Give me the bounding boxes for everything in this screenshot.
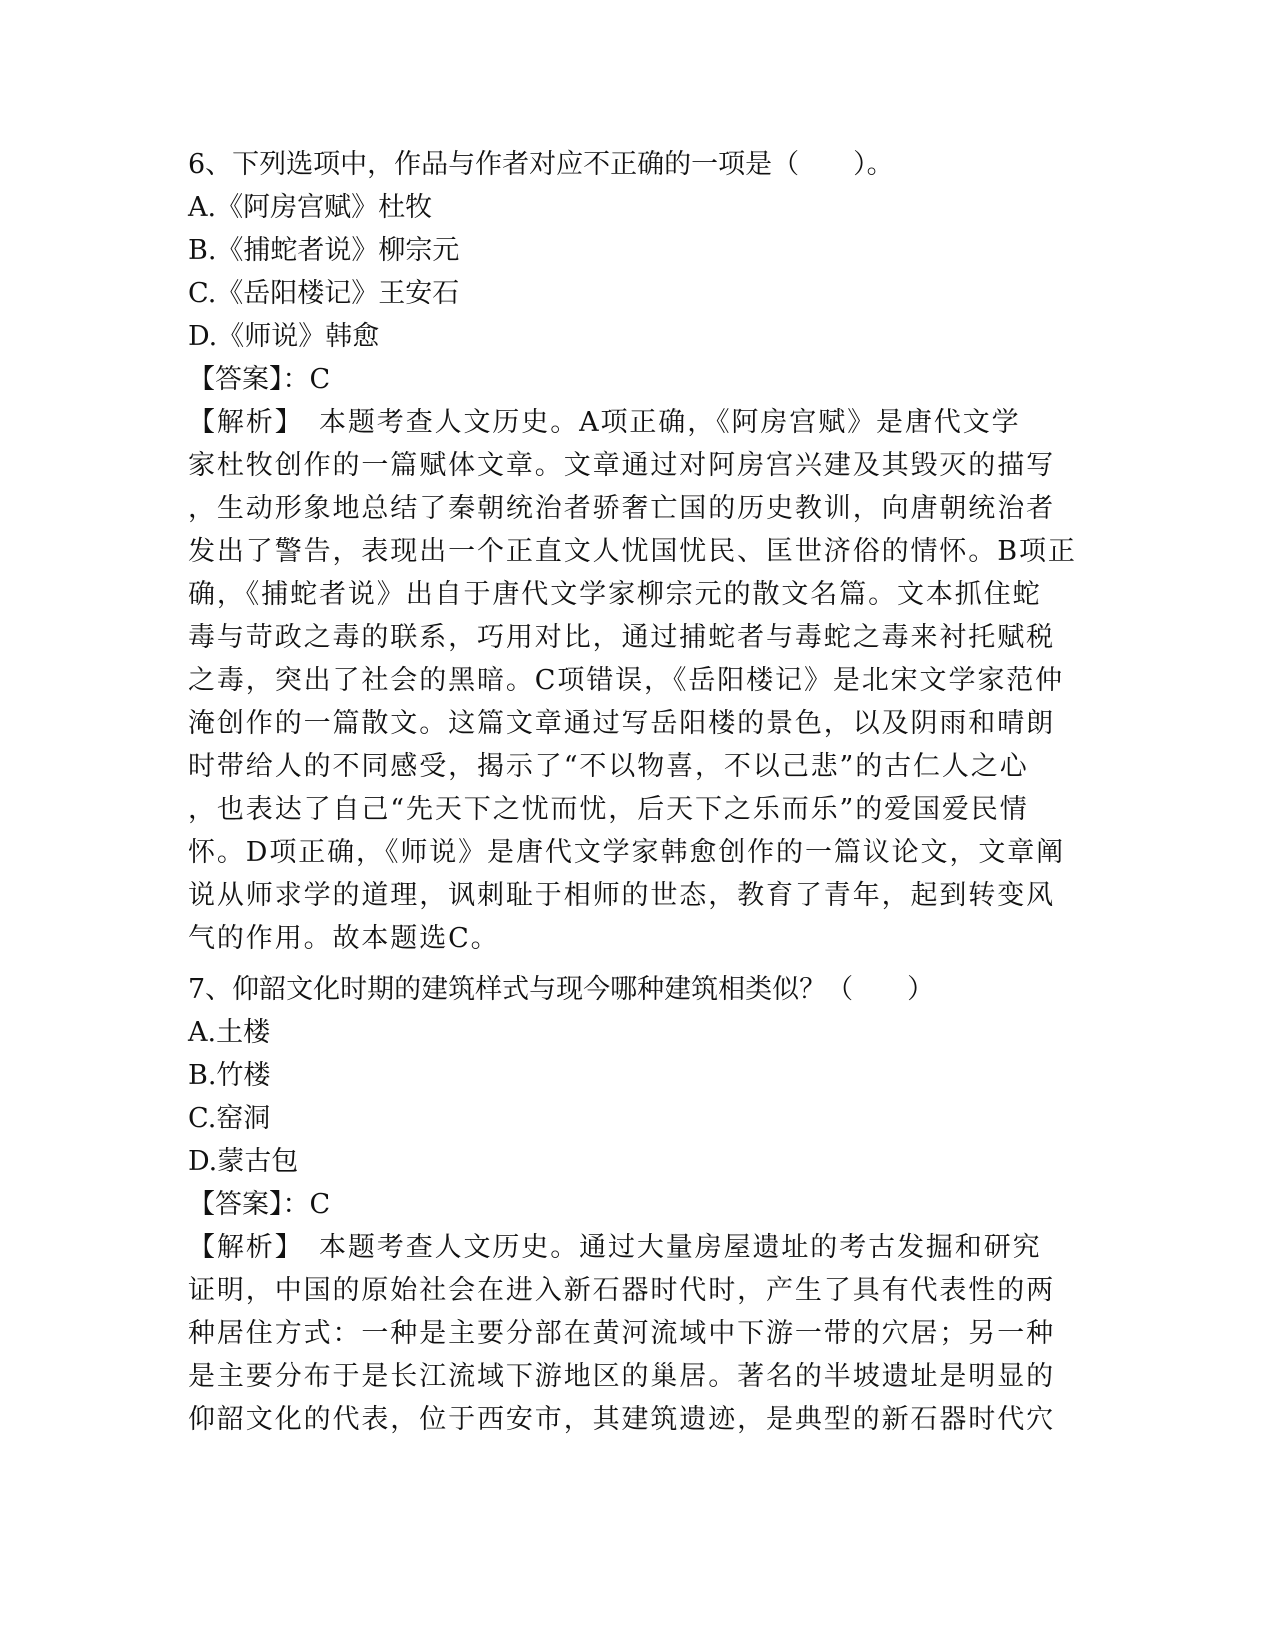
analysis-line: 【解析】 本题考查人文历史。A项正确，《阿房宫赋》是唐代文学 bbox=[188, 407, 1021, 438]
analysis-line: 证明，中国的原始社会在进入新石器时代时，产生了具有代表性的两 bbox=[188, 1275, 1055, 1306]
analysis-line: 气的作用。故本题选C。 bbox=[188, 923, 500, 954]
analysis-line: 发出了警告，表现出一个正直文人忧国忧民、匡世济俗的情怀。B项正 bbox=[188, 536, 1077, 567]
answer-line: 【答案】：C bbox=[188, 364, 331, 395]
analysis-block bbox=[188, 1226, 1088, 1441]
analysis-line: 时带给人的不同感受，揭示了“不以物喜，不以己悲”的古仁人之心 bbox=[188, 751, 1029, 782]
option-d: D.蒙古包 bbox=[188, 1146, 299, 1177]
question-7 bbox=[188, 968, 1088, 1441]
question-stem: 7、仰韶文化时期的建筑样式与现今哪种建筑相类似？（ ） bbox=[188, 974, 935, 1005]
analysis-line: 怀。D项正确，《师说》是唐代文学家韩愈创作的一篇议论文，文章阐 bbox=[188, 837, 1066, 868]
analysis-line: ，也表达了自己“先天下之忧而忧，后天下之乐而乐”的爱国爱民情 bbox=[188, 794, 1029, 825]
option-a: A.土楼 bbox=[188, 1017, 271, 1048]
option-b: B.《捕蛇者说》柳宗元 bbox=[188, 235, 460, 266]
analysis-block bbox=[188, 401, 1088, 960]
question-stem: 6、下列选项中，作品与作者对应不正确的一项是（ ）。 bbox=[188, 149, 894, 180]
option-d: D.《师说》韩愈 bbox=[188, 321, 380, 352]
question-6 bbox=[188, 143, 1088, 960]
analysis-line: 仰韶文化的代表，位于西安市，其建筑遗迹，是典型的新石器时代穴 bbox=[188, 1404, 1055, 1435]
option-a: A.《阿房宫赋》杜牧 bbox=[188, 192, 433, 223]
analysis-line: 是主要分布于是长江流域下游地区的巢居。著名的半坡遗址是明显的 bbox=[188, 1361, 1055, 1392]
page-content bbox=[188, 143, 1088, 1441]
analysis-line: 淹创作的一篇散文。这篇文章通过写岳阳楼的景色，以及阴雨和晴朗 bbox=[188, 708, 1055, 739]
analysis-line: 之毒，突出了社会的黑暗。C项错误，《岳阳楼记》是北宋文学家范仲 bbox=[188, 665, 1065, 696]
analysis-line: 【解析】 本题考查人文历史。通过大量房屋遗址的考古发掘和研究 bbox=[188, 1232, 1042, 1263]
analysis-line: 家杜牧创作的一篇赋体文章。文章通过对阿房宫兴建及其毁灭的描写 bbox=[188, 450, 1055, 481]
question-spacer bbox=[188, 960, 1088, 968]
analysis-line: 毒与苛政之毒的联系，巧用对比，通过捕蛇者与毒蛇之毒来衬托赋税 bbox=[188, 622, 1055, 653]
analysis-line: ，生动形象地总结了秦朝统治者骄奢亡国的历史教训，向唐朝统治者 bbox=[188, 493, 1055, 524]
analysis-line: 确，《捕蛇者说》出自于唐代文学家柳宗元的散文名篇。文本抓住蛇 bbox=[188, 579, 1042, 610]
answer-line: 【答案】：C bbox=[188, 1189, 331, 1220]
analysis-line: 种居住方式：一种是主要分部在黄河流域中下游一带的穴居；另一种 bbox=[188, 1318, 1055, 1349]
analysis-line: 说从师求学的道理，讽刺耻于相师的世态，教育了青年，起到转变风 bbox=[188, 880, 1055, 911]
option-c: C.《岳阳楼记》王安石 bbox=[188, 278, 460, 309]
option-b: B.竹楼 bbox=[188, 1060, 271, 1091]
option-c: C.窑洞 bbox=[188, 1103, 271, 1134]
